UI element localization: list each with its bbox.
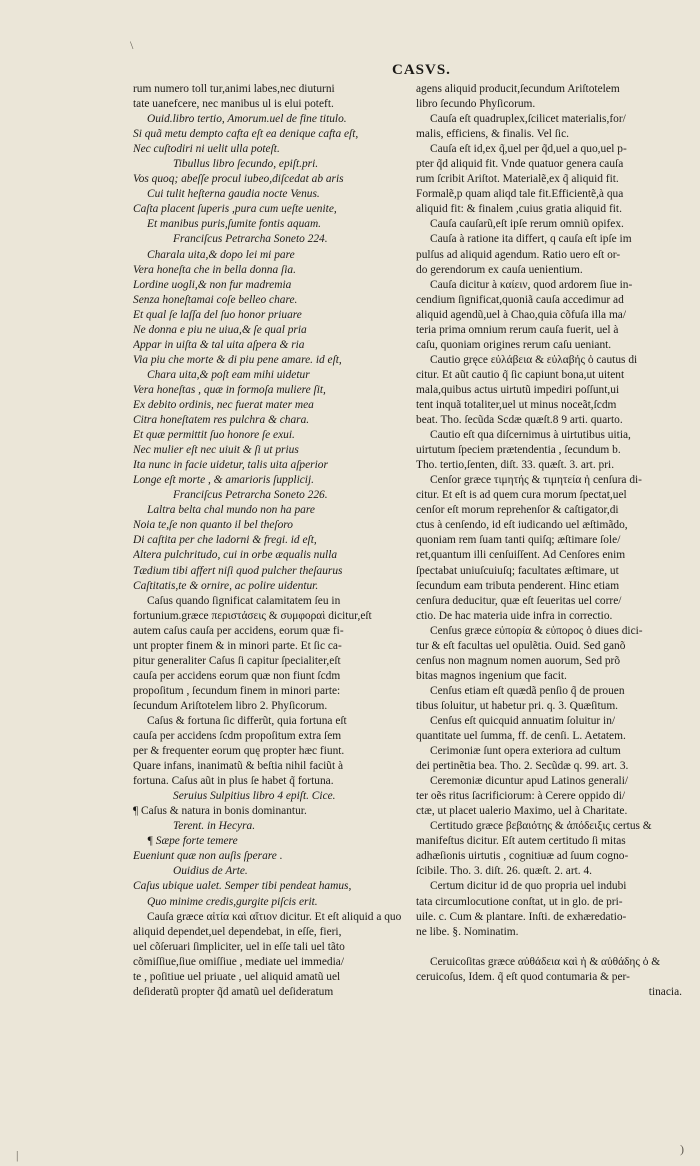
text-line: Nec mulier eſt nec uiuit & ſi ut prius	[133, 444, 299, 457]
text-line: cenſura deducitur, quæ eſt ſeueritas uel corre/	[416, 594, 622, 607]
text-line: do gerendorum ex cauſa uenientium.	[416, 263, 583, 276]
text-line: uel cõſeruari ſimpliciter, uel in eſſe tali uel tãto	[133, 940, 345, 953]
text-line: tur & eſt facultas uel opulẽtia. Ouid. Sed ganõ	[416, 639, 626, 652]
text-line: Quare infans, inanimatũ & beſtia nihil faciũt à	[133, 760, 344, 773]
text-line: Et qual ſe laſſa del ſuo honor priuare	[133, 308, 302, 321]
text-line: Cauſa cauſarũ,eſt ipſe rerum omniũ opifex.	[430, 218, 624, 231]
text-line: uile. c. Cum & plantare. Inſti. de exhæredatio-	[416, 910, 627, 923]
text-line: ¶ Sæpe forte temere	[147, 835, 238, 848]
text-line: Cauſa eſt quadruplex,ſcilicet materialis,for/	[430, 113, 626, 126]
text-line: cõmiſſiue,ſiue omiſſiue , mediate uel immedia/	[133, 955, 344, 968]
text-line: beat. Tho. ſecũda Scdæ quæſt.8 9 arti. quarto.	[416, 414, 623, 427]
text-line: Tho. tertio,ſenten, diſt. 33. quæſt. 3. art. pri.	[416, 459, 615, 472]
text-line: Franciſcus Petrarcha Soneto 224.	[173, 233, 328, 246]
text-line: Cerimoniæ ſunt opera exteriora ad cultum	[430, 745, 621, 758]
text-line: Cenſor græce τιμητής & τιμητεία ἡ cenſura di-	[430, 474, 642, 487]
text-line: Caſus quando ſignificat calamitatem ſeu in	[147, 594, 341, 607]
text-line: Si quã metu dempto cafta eſt ea denique cafta eſt,	[133, 128, 359, 141]
text-line: dei pertinẽtia bea. Tho. 2. Secũdæ q. 99. art. 3.	[416, 760, 629, 773]
text-line: Franciſcus Petrarcha Soneto 226.	[173, 489, 328, 502]
text-line: Nec cuſtodiri ni uelit ulla poteſt.	[133, 143, 280, 156]
text-line: Caſus & fortuna ſic differũt, quia fortuna eſt	[147, 714, 347, 727]
text-line: Charala uita,& dopo lei mi pare	[147, 248, 295, 261]
right-text-column	[416, 82, 682, 1000]
left-text-column	[133, 82, 401, 1000]
text-line: Ceremoniæ dicuntur apud Latinos generali/	[430, 775, 629, 788]
text-line: Quo minime credis,gurgite piſcis erit.	[147, 895, 318, 908]
text-line: Cenſus græce εὐπορία & εὐπορος ὁ diues dici-	[430, 624, 643, 637]
text-line: Cauſa eſt id,ex q̃,uel per q̃d,uel a quo,uel p-	[430, 143, 627, 156]
text-line: Cauſa dicitur à καίειν, quod ardorem ſiue in-	[430, 278, 633, 291]
text-line: Chara uita,& poſt eam mihi uidetur	[147, 368, 310, 381]
text-line: Et manibus puris,ſumite fontis aquam.	[147, 218, 322, 231]
text-line: mala,quibus actus uirtutũ impediri poſſunt,ui	[416, 383, 620, 396]
text-line: deſideratũ propter q̃d amatũ uel deſideratum	[133, 985, 334, 998]
text-line: autem caſus cauſa per accidens, eorum quæ fi-	[133, 624, 344, 637]
text-line: Et quæ permittit ſuo honore ſe exui.	[133, 429, 295, 442]
text-line: Seruius Sulpitius libro 4 epiſt. Cice.	[173, 790, 336, 803]
text-line: fortunium.græce περιστάσεις & συμφοραὶ dicitur,eſt	[133, 609, 372, 622]
text-line: ne libe. §. Nominatim.	[416, 925, 519, 938]
text-line: Ita nunc in facie uidetur, talis uita aſperior	[133, 459, 328, 472]
text-line: Caſta placent ſuperis ,pura cum ueſte uenite,	[133, 203, 337, 216]
text-line: Ex debito ordinis, nec fuerat mater mea	[133, 398, 314, 411]
text-line: Di caſtita per che ladorni & fregi. id eſt,	[133, 534, 317, 547]
text-line: Longe eſt morte , & amarioris ſupplicij.	[133, 474, 314, 487]
text-line: cenſor eſt morum reprehenſor & caſtigator,di	[416, 504, 619, 517]
text-line: Formalẽ,p quam aliqd tale fit.Efficientẽ,à qua	[416, 188, 624, 201]
margin-mark: )	[680, 1142, 684, 1156]
text-line: Ouidius de Arte.	[173, 865, 248, 878]
text-line: Terent. in Hecyra.	[173, 820, 256, 833]
text-line: Ouid.libro tertio, Amorum.uel de fine titulo.	[147, 113, 347, 126]
text-line: te , poſitiue uel priuate , uel aliquid amatũ uel	[133, 970, 341, 983]
text-line: Noia te,ſe non quanto il bel theſoro	[133, 519, 293, 532]
text-line: citur. Et aũt cautio q̃ ſic capiunt bona,ut uitent	[416, 368, 625, 381]
text-line: Senza honeſtamai coſe belleo chare.	[133, 293, 298, 306]
text-line: quantitate uel ſumma, ff. de cenſi. L. Aetatem.	[416, 730, 626, 743]
text-line: Cenſus etiam eſt quædã penſio q̃ de prouen	[430, 684, 625, 697]
text-line: adhæſionis uirtutis , cognitiuæ ad ſuum cogno-	[416, 850, 629, 863]
text-line: ſcibile. Tho. 3. diſt. 26. quæſt. 2. art. 4.	[416, 865, 593, 878]
text-line: Caſtitatis,te & ornire, ac polire uidentur.	[133, 579, 319, 592]
text-line: agens aliquid producit,ſecundum Ariſtotelem	[416, 83, 620, 95]
text-line: ſecundum Ariſtotelem libro 2. Phyſicorum.	[133, 699, 328, 712]
text-line: rum numero toll tur,animi labes,nec diuturni	[133, 83, 335, 95]
text-line: Vos quoq; abeſſe procul iubeo,diſcedat ab aris	[133, 173, 344, 186]
running-head: CASVS.	[392, 62, 451, 78]
text-line: Ne donna e piu ne uiua,& ſe qual pria	[133, 323, 307, 336]
text-line: fortuna. Caſus aũt in plus ſe habet q̃ fortuna.	[133, 775, 334, 788]
text-line: teria prima omnium rerum cauſa fuerit, uel à	[416, 323, 619, 336]
text-line: manifeſtus dicitur. Eſt autem certitudo ſi mitas	[416, 835, 626, 848]
text-line: ter oẽs ritus ſacrificiorum: à Cerere oppido di/	[416, 790, 626, 803]
text-line: ſecundum eam tributa penderent. Hinc etiam	[416, 579, 620, 592]
text-line: aliquid dependet,uel dependebat, in eſſe, fieri,	[133, 925, 342, 938]
text-line: tibus ſoluitur, ut habetur pri. q. 3. Quæſitum.	[416, 699, 619, 712]
text-line: cenſus non magnum nomen auorum, Sed prõ	[416, 654, 621, 667]
text-line: propoſitum , ſecundum finem in minori parte:	[133, 684, 341, 697]
text-line: aliquid fit: & finalem ,cuius gratia aliquid fit.	[416, 203, 622, 216]
text-line: Cauſa à ratione ita differt, q cauſa eſt ipſe im	[430, 233, 632, 246]
text-line: Vera honeſtas , quæ in formoſa muliere ſit,	[133, 383, 326, 396]
text-line: tata circumlocutione conſtat, ut in glo. de pri-	[416, 895, 623, 908]
text-line: ceruicoſus, Idem. q̃ eſt quod contumaria & per-	[416, 970, 630, 983]
text-line: Cauſa græce αἰτία καὶ αἴτιον dicitur. Et eſt aliquid a quo	[147, 910, 401, 923]
text-line: Cautio eſt qua diſcernimus à uirtutibus uitia,	[430, 429, 631, 442]
text-line: unt propter finem & in minori parte. Et ſic ca-	[133, 639, 342, 652]
text-line	[416, 940, 682, 955]
text-line: Certitudo græce βεβαιότης & ἀπόδειξις certus &	[430, 820, 652, 833]
text-line: Tibullus libro ſecundo, epiſt.pri.	[173, 158, 319, 171]
text-line: Tædium tibi affert niſi quod pulcher theſaurus	[133, 564, 343, 577]
text-line: Cenſus eſt quicquid annuatim ſoluitur in/	[430, 714, 616, 727]
text-line: uirtutum ſpeciem prætendentia , ſecundum b.	[416, 444, 621, 457]
text-line: libro ſecundo Phyſicorum.	[416, 98, 536, 111]
text-line: tate uanefcere, nec manibus ul is elui poteft.	[133, 98, 334, 111]
text-line: ſpectabat uniuſcuiuſq; facultates æſtimare, ut	[416, 564, 619, 577]
text-line: Ceruicoſitas græce αὐθάδεια καὶ ἡ & αὐθάδης ὁ &	[430, 955, 661, 968]
text-line: ctus à cenſendo, id eſt iudicando uel æſtimãdo,	[416, 519, 628, 532]
text-line: cauſa per accidens ſcdm propoſitum extra ſem	[133, 730, 342, 743]
text-line: aliquid agendũ,uel à Chao,quia cõfuſa illa ma/	[416, 308, 627, 321]
text-line: Eueniunt quæ non auſis ſperare .	[133, 850, 283, 863]
text-line: Certum dicitur id de quo propria uel indubi	[430, 880, 627, 893]
text-line: quoniam rem ſuam tanti quiſq; æſtimare ſole/	[416, 534, 621, 547]
text-line: rum ſcribit Ariſtot. Materialẽ,ex q̃ aliquid fit.	[416, 173, 619, 186]
text-line: cauſa per accidens eorum quæ non fiunt ſcdm	[133, 669, 341, 682]
text-line: ctæ, ut placet ualerio Maximo, uel à Charitate.	[416, 805, 628, 818]
text-line: ret,quantum illi cenſuiſſent. Ad Cenſores enim	[416, 549, 626, 562]
text-line: pitur generaliter Caſus ſi capitur ſpecialiter,eſt	[133, 654, 341, 667]
text-line: pter q̃d aliquid fit. Vnde quatuor genera cauſa	[416, 158, 624, 171]
text-line: tinacia.	[648, 985, 682, 998]
text-line: Cautio gręce εὐλάβεια & εὐλαβής ὁ cautus di	[430, 353, 638, 366]
text-line: ctio. De hac materia uide infra in correctio.	[416, 609, 613, 622]
text-line: ¶ Caſus & natura in bonis dominantur.	[133, 805, 307, 818]
text-line: Lordine uogli,& non fur madremia	[133, 278, 292, 291]
text-line: citur. Et eſt is ad quem cura morum ſpectat,uel	[416, 489, 627, 502]
margin-mark: |	[16, 1148, 19, 1162]
text-line: cendium ſignificat,quoniã cauſa accedimur ad	[416, 293, 624, 306]
margin-mark: \	[130, 38, 134, 52]
text-line: Via piu che morte & di piu pene amare. id eſt,	[133, 353, 342, 366]
text-line: Citra honeſtatem res pulchra & chara.	[133, 414, 310, 427]
text-line: malis, efficiens, & finalis. Vel ſic.	[416, 128, 570, 141]
text-line: tent inquã totaliter,uel ut minus noceãt,ſcdm	[416, 398, 617, 411]
text-line: Cui tulit heſterna gaudia nocte Venus.	[147, 188, 320, 201]
text-line: pulſus ad aliquid agendum. Ratio uero eſt or-	[416, 248, 621, 261]
text-line: Vera honeſta che in bella donna ſia.	[133, 263, 296, 276]
text-line: Altera pulchritudo, cui in orbe æqualis nulla	[133, 549, 338, 562]
text-line: Laltra belta chal mundo non ha pare	[147, 504, 315, 517]
text-line: bitas magnos ingenium que facit.	[416, 669, 567, 682]
text-line: caſu, quoniam origines rerum caſu ueniant.	[416, 338, 612, 351]
text-line: Caſus ubique ualet. Semper tibi pendeat hamus,	[133, 880, 352, 893]
text-line: per & frequenter eorum quę propter hæc fiunt.	[133, 745, 345, 758]
text-line: Appar in uiſta & tal uita aſpera & ria	[133, 338, 305, 351]
